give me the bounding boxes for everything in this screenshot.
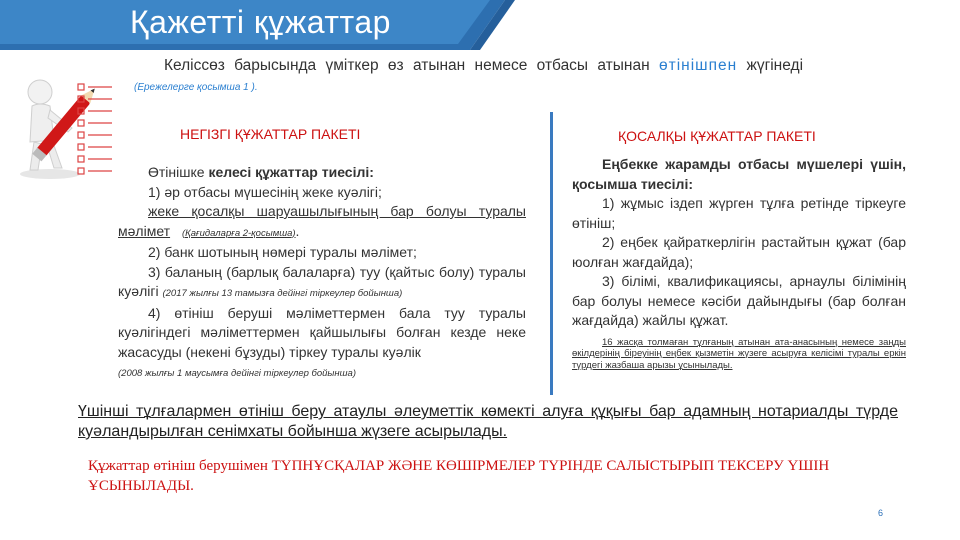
main-package-list: [118, 163, 526, 384]
main-item-4-ref-line: [118, 362, 526, 384]
additional-package-list: [572, 155, 906, 371]
main-item-3-text: 3) баланың (барлық балаларға) туу (қайтыс болу) туралы куәлігі: [118, 263, 526, 299]
originals-note: Құжаттар өтініш берушімен ТҮПНҰСҚАЛАР ЖӘНЕ КӨШІРМЕЛЕР ТҮРІНДЕ САЛЫСТЫРЫП ТЕКСЕРУ ҮШІН ҰСЫНЫЛАДЫ.: [88, 458, 830, 494]
page-number: 6: [878, 508, 884, 518]
intro-highlight: өтінішпен: [658, 57, 738, 74]
main-item-farm: [118, 202, 526, 243]
additional-item-2: 2) еңбек қайраткерлігін растайтын құжат (бар юолған жағдайда);: [572, 234, 906, 270]
page-title: Қажетті құжаттар: [130, 4, 391, 40]
intro-reference: (Ережелерге қосымша 1 ).: [134, 82, 258, 93]
main-item-2: 2) банк шотының нөмері туралы мәлімет;: [148, 244, 417, 260]
intro-text-before: Келіссөз барысында үміткер өз атынан немесе отбасы атынан: [164, 57, 650, 74]
column-divider: [550, 112, 553, 395]
main-item-4-text: 4) өтініш беруші мәліметтермен бала туу туралы куәлігіндегі мәліметтермен қайшылығы болған кезде неке жасасуды (некені бұзуды) тіркеу туралы куәлік: [118, 304, 526, 360]
main-item-4-ref: (2008 жылғы 1 маусымға дейінгі тіркеулер бойынша): [118, 368, 356, 379]
main-item-1: 1) әр отбасы мүшесінің жеке куәлігі;: [148, 183, 382, 200]
main-item-4: [118, 304, 526, 363]
main-item-farm-end: .: [295, 222, 300, 239]
main-item-farm-ref: (Қағидаларға 2-қосымша): [181, 227, 296, 239]
main-lead-bold: келесі құжаттар тиесілі:: [208, 164, 374, 180]
additional-item-1: 1) жұмыс іздеп жүрген тұлға ретінде тіркеуге өтініш;: [572, 195, 906, 231]
additional-package-heading: ҚОСАЛҚЫ ҚҰЖАТТАР ПАКЕТІ: [618, 128, 816, 144]
checklist-icon: [76, 80, 116, 180]
main-item-3: [118, 263, 526, 304]
main-lead: [118, 163, 526, 183]
additional-item-3: 3) білімі, квалификациясы, арнаулы білімінің бар болуы немесе кәсіби дайындығы (бар болған жағдайда) жайлы құжат.: [572, 273, 906, 328]
main-lead-prefix: Өтінішке: [148, 164, 205, 180]
intro-text-after: жүгінеді: [746, 57, 804, 74]
main-item-3-ref: (2017 жылғы 13 тамызға дейінгі тіркеулер бойынша): [162, 288, 403, 299]
additional-note: 16 жасқа толмаған тұлғаның атынан ата-анасының немесе заңды өкілдерінің біреуінің еңбек қызметін жүзеге асыруға келісімі туралы еркін түрдегі жазбаша арызы ұсынылады.: [572, 336, 906, 371]
main-item-farm-text: жеке қосалқы шаруашылығының бар болуы туралы мәлімет: [118, 203, 526, 239]
additional-lead: Еңбекке жарамды отбасы мүшелері үшін, қосымша тиесілі:: [572, 156, 906, 192]
title-banner: [0, 0, 960, 50]
main-package-heading: НЕГІЗГІ ҚҰЖАТТАР ПАКЕТІ: [180, 126, 361, 142]
intro-text: [140, 56, 940, 75]
third-party-note: Үшінші тұлғалармен өтініш беру атаулы әлеуметтік көмекті алуға құқығы бар адамның нотариалды түрде куәландырылған сенімхаты бойынша жүзеге асырылады.: [78, 403, 898, 440]
